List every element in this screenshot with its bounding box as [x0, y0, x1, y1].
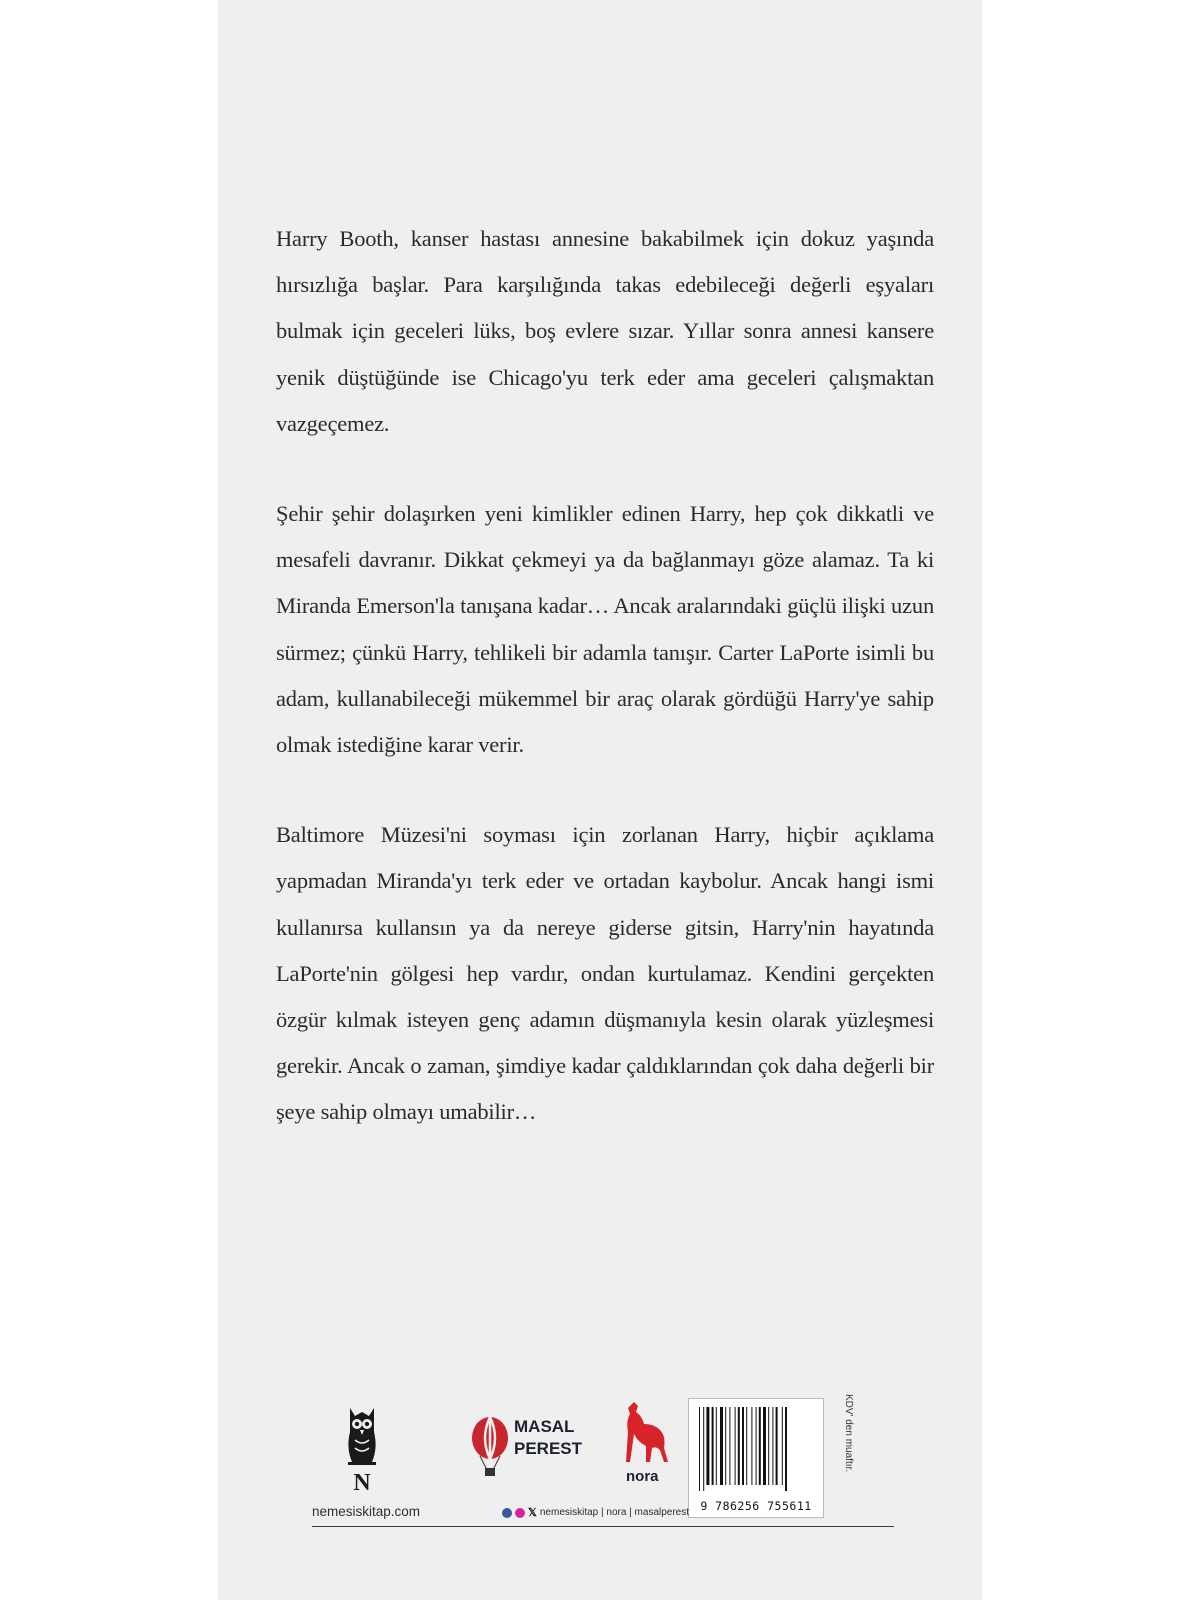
blurb-paragraph-3: Baltimore Müzesi'ni soyması için zorlanan Harry, hiçbir açıklama yapmadan Miranda'yı terk eder ve ortadan kaybolur. Ancak hangi ismi kullanırsa kullansın ya da nereye giderse gitsin, Harry'nin hayatında LaPorte'nin gölgesi hep vardır, ondan kurtulamaz. Kendini gerçekten özgür kılmak isteyen genç adamın düşmanıyla kesin olarak yüzleşmesi gerekir. Ancak o zaman, şimdiye kadar çaldıklarından çok daha değerli bir şeye sahip olmayı umabilir… [276, 822, 934, 1125]
isbn-digits: 9 786256 755611 [700, 1499, 812, 1513]
masal-word: MASAL [514, 1417, 575, 1436]
footer-links [312, 1502, 894, 1527]
social-handles: nemesiskitap | nora | masalperest [539, 1507, 690, 1518]
masalperest-logo [470, 1416, 583, 1480]
perest-word: PEREST [514, 1439, 583, 1458]
x-icon[interactable]: 𝕏 [528, 1507, 537, 1519]
nora-logo [620, 1398, 672, 1490]
social-links [502, 1506, 689, 1519]
hot-air-balloon-icon [470, 1416, 510, 1480]
masalperest-wordmark [514, 1416, 582, 1460]
facebook-icon[interactable] [502, 1508, 512, 1518]
greyhound-icon [620, 1398, 672, 1468]
blurb-paragraph-1: Harry Booth, kanser hastası annesine bakabilmek için dokuz yaşında hırsızlığa başlar. Para karşılığında takas edebileceği değerli eşyaları bulmak için geceleri lüks, boş evlere sızar. Yıllar sonra annesi kansere yenik düştüğünde ise Chicago'yu terk eder ama geceleri çalışmaktan vazgeçemez. [276, 226, 934, 436]
cover-footer [218, 1380, 982, 1600]
barcode-icon [697, 1407, 815, 1491]
website-link[interactable]: nemesiskitap.com [312, 1504, 421, 1519]
blurb-paragraph-2: Şehir şehir dolaşırken yeni kimlikler edinen Harry, hep çok dikkatli ve mesafeli davranır. Dikkat çekmeyi ya da bağlanmayı göze alamaz. Ta ki Miranda Emerson'la tanışana kadar… Ancak aralarındaki güçlü ilişki uzun sürmez; çünkü Harry, tehlikeli bir adamla tanışır. Carter LaPorte isimli bu adam, kullanabileceği mükemmel bir araç olarak gördüğü Harry'ye sahip olmak istediğine karar verir. [276, 501, 934, 758]
blurb [276, 216, 934, 1180]
nemesis-owl-logo [342, 1402, 382, 1494]
nora-wordmark: nora [626, 1468, 659, 1485]
nemesis-letter: N [353, 1470, 371, 1494]
instagram-icon[interactable] [515, 1508, 525, 1518]
tax-note: KDV' den muaftır. [843, 1394, 854, 1473]
back-cover [218, 0, 982, 1600]
isbn-barcode [688, 1398, 824, 1518]
